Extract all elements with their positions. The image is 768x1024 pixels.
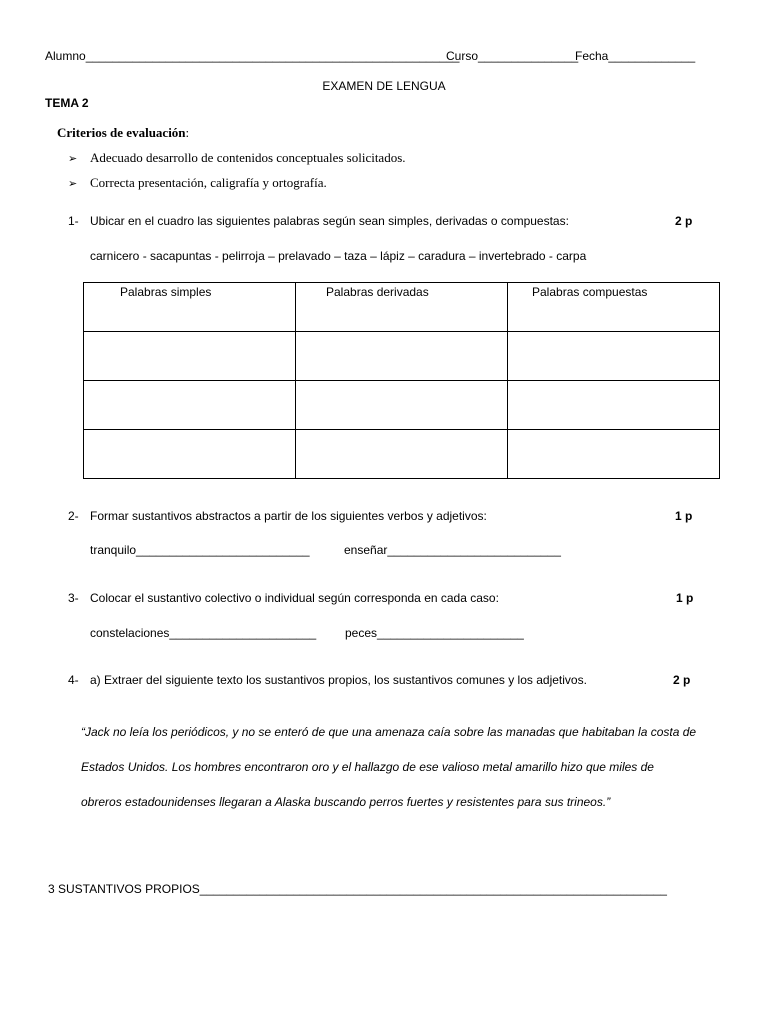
student-name-field[interactable]: Alumno________________________________________________________ — [45, 49, 460, 63]
answer-cell[interactable] — [296, 381, 508, 430]
question-number: 3- — [68, 591, 79, 605]
answer-cell[interactable] — [508, 381, 720, 430]
table-row — [84, 430, 720, 479]
table-header-cell: Palabras derivadas — [296, 283, 508, 332]
question-points: 1 p — [676, 591, 694, 605]
question-text: a) Extraer del siguiente texto los sustantivos propios, los sustantivos comunes y los adjetivos. — [90, 673, 587, 687]
date-field[interactable]: Fecha_____________ — [575, 49, 696, 63]
topic-label: TEMA 2 — [45, 96, 89, 110]
criteria-item: Adecuado desarrollo de contenidos conceptuales solicitados. — [90, 150, 406, 165]
arrow-bullet-icon: ➢ — [68, 178, 78, 190]
answer-cell[interactable] — [84, 381, 296, 430]
answer-cell[interactable] — [84, 430, 296, 479]
quoted-text-line: Estados Unidos. Los hombres encontraron oro y el hallazgo de ese valioso metal amarillo hizo que miles de — [81, 760, 654, 774]
question-points: 2 p — [675, 214, 693, 228]
table-row — [84, 381, 720, 430]
word-list: carnicero - sacapuntas - pelirroja – prelavado – taza – lápiz – caradura – invertebrado - carpa — [90, 249, 587, 263]
answer-blank[interactable]: enseñar__________________________ — [344, 543, 561, 557]
question-text: Formar sustantivos abstractos a partir de los siguientes verbos y adjetivos: — [90, 509, 487, 523]
exam-title: EXAMEN DE LENGUA — [322, 79, 446, 93]
answer-blank[interactable]: peces______________________ — [345, 626, 524, 640]
answer-cell[interactable] — [508, 430, 720, 479]
answer-cell[interactable] — [508, 332, 720, 381]
question-number: 2- — [68, 509, 79, 523]
question-points: 2 p — [673, 673, 691, 687]
answer-cell[interactable] — [296, 430, 508, 479]
table-header-row — [84, 283, 720, 332]
answer-blank[interactable]: tranquilo__________________________ — [90, 543, 310, 557]
answer-cell[interactable] — [84, 332, 296, 381]
arrow-bullet-icon: ➢ — [68, 153, 78, 165]
table-header-cell: Palabras compuestas — [508, 283, 720, 332]
criteria-item: Correcta presentación, caligrafía y ortografía. — [90, 175, 327, 190]
table-row — [84, 332, 720, 381]
question-number: 4- — [68, 673, 79, 687]
word-classification-table — [83, 282, 720, 479]
answer-cell[interactable] — [296, 332, 508, 381]
course-field[interactable]: Curso_______________ — [446, 49, 579, 63]
answer-blank[interactable]: constelaciones______________________ — [90, 626, 317, 640]
question-text: Colocar el sustantivo colectivo o individual según corresponda en cada caso: — [90, 591, 499, 605]
proper-nouns-blank[interactable]: 3 SUSTANTIVOS PROPIOS______________________________________________________________________ — [48, 882, 667, 896]
question-points: 1 p — [675, 509, 693, 523]
quoted-text-line: obreros estadounidenses llegaran a Alaska buscando perros fuertes y resistentes para sus trineos.” — [81, 795, 611, 809]
question-text: Ubicar en el cuadro las siguientes palabras según sean simples, derivadas o compuestas: — [90, 214, 569, 228]
criteria-heading: Criterios de evaluación: — [57, 125, 190, 140]
question-number: 1- — [68, 214, 79, 228]
table-header-cell: Palabras simples — [84, 283, 296, 332]
quoted-text-line: “Jack no leía los periódicos, y no se enteró de que una amenaza caía sobre las manadas que habitaban la costa de — [81, 725, 697, 739]
